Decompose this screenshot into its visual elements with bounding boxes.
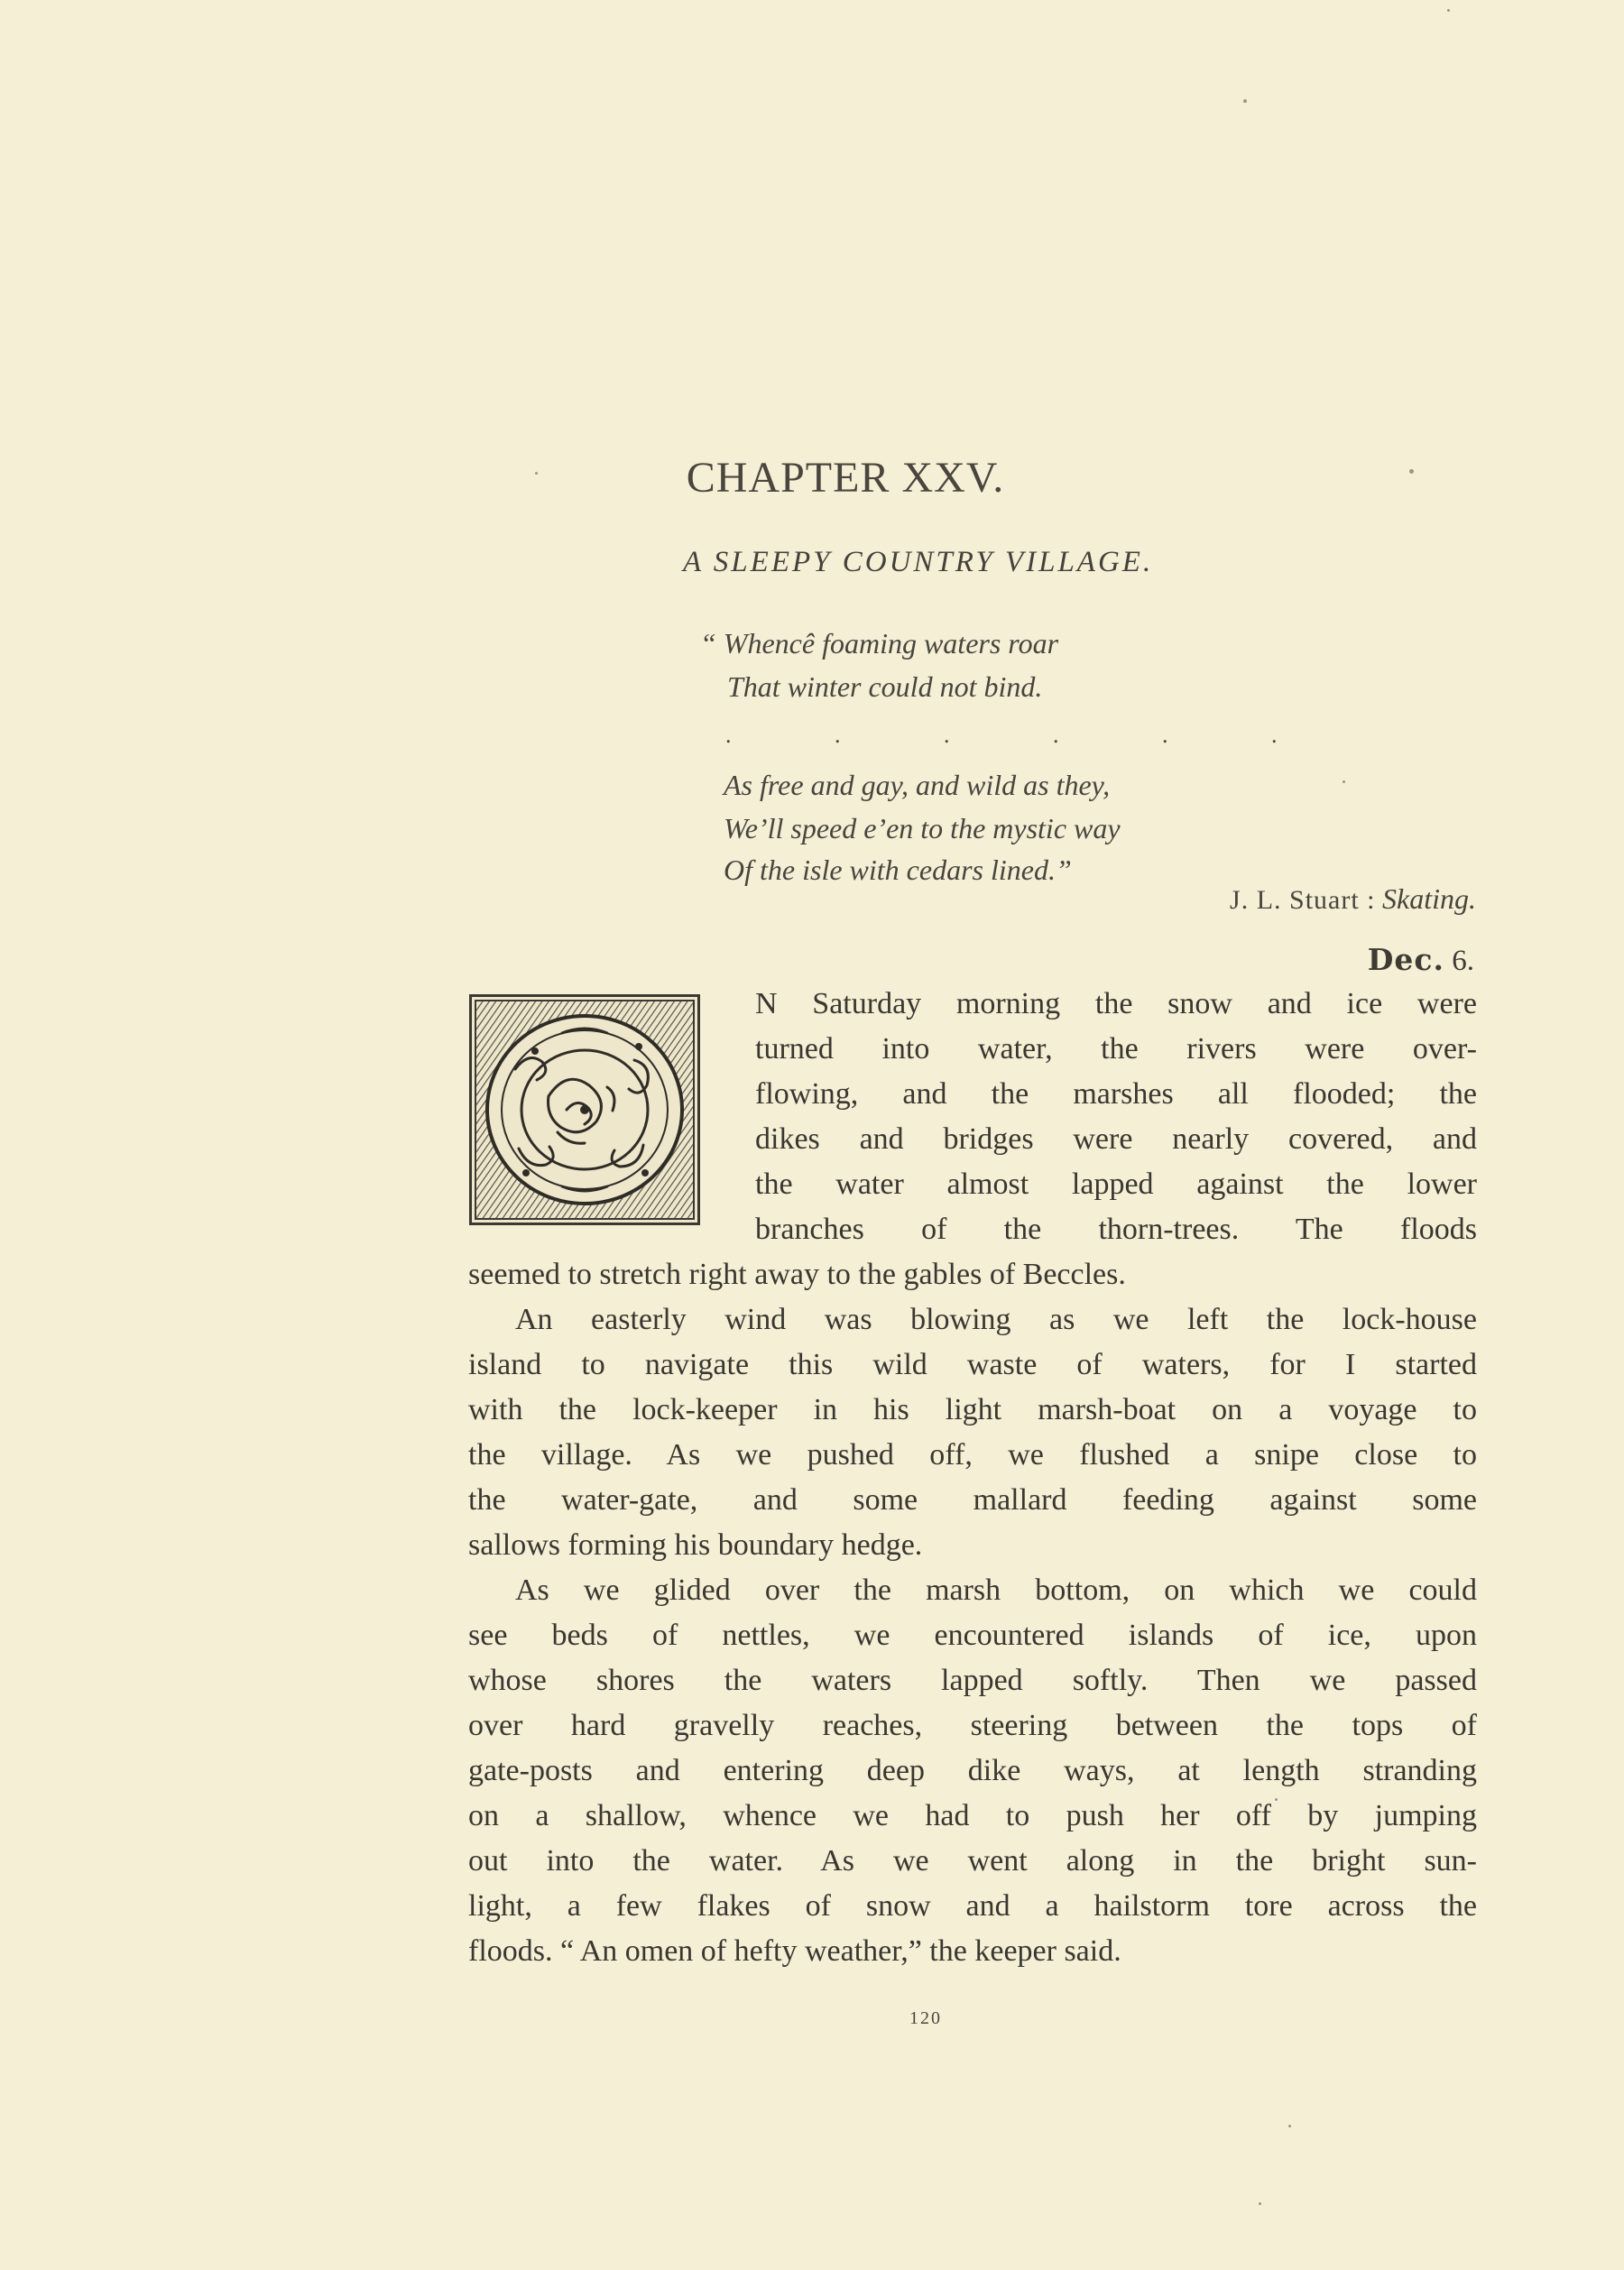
paper-speck [1243, 99, 1247, 103]
body-line: on a shallow, whence we had to push her off by jumping [468, 1799, 1477, 1832]
body-line: the village. As we pushed off, we flushed a snipe close to [468, 1438, 1477, 1472]
chapter-subtitle: A SLEEPY COUNTRY VILLAGE. [683, 546, 1154, 578]
body-line: see beds of nettles, we encountered islands of ice, upon [468, 1619, 1477, 1652]
body-line: light, a few flakes of snow and a hailstorm tore across the [468, 1889, 1477, 1923]
body-line: over hard gravelly reaches, steering between the tops of [468, 1709, 1477, 1742]
epigraph-line: As free and gay, and wild as they, [724, 769, 1111, 801]
epigraph-ellipsis: . . . . . . [725, 722, 1326, 748]
ornamental-initial-o-icon [469, 994, 700, 1225]
body-line: the water-gate, and some mallard feeding against some [468, 1483, 1477, 1517]
body-line: N Saturday morning the snow and ice were [755, 987, 1477, 1020]
body-line: dikes and bridges were nearly covered, and [755, 1122, 1477, 1156]
epigraph-line: We’ll speed e’en to the mystic way [724, 812, 1121, 844]
body-line: flowing, and the marshes all flooded; the [755, 1077, 1477, 1111]
body-line: sallows forming his boundary hedge. [468, 1528, 923, 1562]
body-line: with the lock-keeper in his light marsh-boat on a voyage to [468, 1393, 1477, 1426]
body-line: floods. “ An omen of hefty weather,” the keeper said. [468, 1934, 1121, 1968]
chapter-title: CHAPTER XXV. [686, 454, 1005, 502]
paper-speck [1447, 9, 1450, 12]
body-line: turned into water, the rivers were over- [755, 1032, 1477, 1066]
body-line: gate-posts and entering deep dike ways, at length stranding [468, 1754, 1477, 1787]
body-line: island to navigate this wild waste of waters, for I started [468, 1348, 1477, 1381]
body-line: out into the water. As we went along in the bright sun- [468, 1844, 1477, 1878]
epigraph-line: Of the isle with cedars lined.” [724, 854, 1072, 886]
body-line: An easterly wind was blowing as we left the lock-house [515, 1303, 1477, 1336]
epigraph-work: Skating. [1382, 882, 1476, 915]
body-line: seemed to stretch right away to the gables of Beccles. [468, 1258, 1126, 1291]
paper-speck [1343, 780, 1345, 783]
entry-date [1368, 942, 1474, 978]
epigraph-attribution [1230, 882, 1476, 916]
paper-speck [1259, 2202, 1261, 2205]
epigraph-line: That winter could not bind. [727, 670, 1043, 703]
ornamental-initial-o-icon [472, 997, 697, 1223]
entry-date-month: Dec. [1367, 942, 1444, 977]
body-line: branches of the thorn-trees. The floods [755, 1213, 1477, 1246]
body-line: As we glided over the marsh bottom, on which we could [515, 1573, 1477, 1607]
paper-speck [1288, 2125, 1291, 2127]
body-line: whose shores the waters lapped softly. Then we passed [468, 1664, 1477, 1697]
epigraph-line: “ Whencê foaming waters roar [700, 627, 1059, 660]
page-number: 120 [909, 2008, 942, 2028]
body-line: the water almost lapped against the lower [755, 1167, 1477, 1201]
epigraph-author: J. L. Stuart : [1230, 885, 1376, 915]
entry-date-day: 6. [1452, 945, 1474, 977]
